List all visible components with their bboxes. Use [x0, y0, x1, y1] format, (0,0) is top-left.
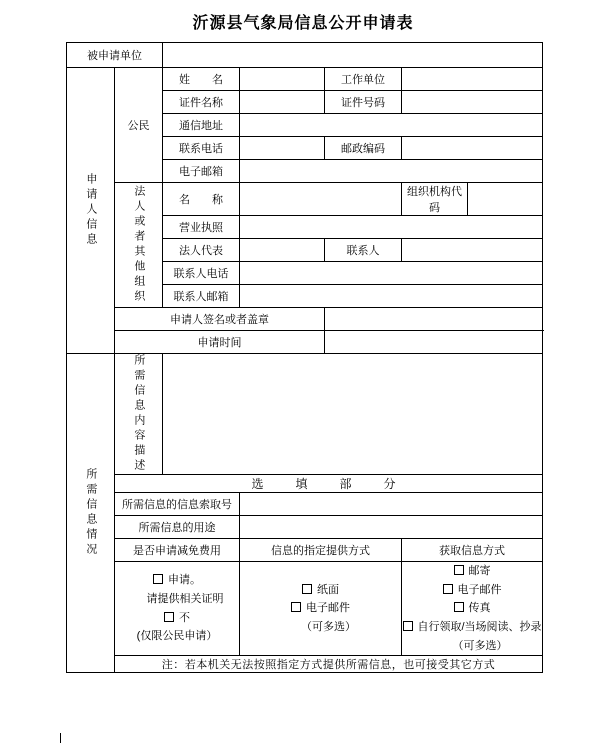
provide-options-cell — [240, 562, 402, 656]
obtain-option-selfpickup[interactable]: 自行领取/当场阅读、抄录 — [402, 618, 542, 637]
table-row — [67, 331, 543, 354]
checkbox-icon[interactable] — [302, 584, 312, 594]
field-label-legalrep: 法人代表 — [163, 239, 240, 262]
application-form-table — [66, 42, 543, 673]
checkbox-icon[interactable] — [454, 565, 464, 575]
field-label-workunit: 工作单位 — [325, 68, 402, 91]
col-header-obtain: 获取信息方式 — [402, 539, 543, 562]
field-value-address[interactable] — [240, 114, 543, 137]
field-value-name[interactable] — [240, 68, 325, 91]
checkbox-icon[interactable] — [454, 602, 464, 612]
page-title: 沂源县气象局信息公开申请表 — [192, 15, 414, 32]
field-label-email: 电子邮箱 — [163, 160, 240, 183]
field-value-idtype[interactable] — [240, 91, 325, 114]
checkbox-icon[interactable] — [291, 602, 301, 612]
fee-option-note: (仅限公民申请） — [136, 630, 218, 643]
signature-label: 申请人签名或者盖章 — [115, 308, 325, 331]
table-row — [67, 562, 543, 656]
field-value-license[interactable] — [240, 216, 543, 239]
table-row — [67, 475, 543, 493]
col-header-fee: 是否申请减免费用 — [115, 539, 240, 562]
field-label-orgname: 名 称 — [163, 183, 240, 216]
need-desc-label: 所需信息内容描述 — [115, 354, 163, 475]
field-value-idnumber[interactable] — [402, 91, 543, 114]
table-row — [67, 656, 543, 673]
obtain-option-email[interactable]: 电子邮件 — [402, 581, 542, 600]
fee-option-proof: 请提供相关证明 — [146, 593, 224, 606]
obtain-option-note: （可多选） — [452, 639, 508, 652]
field-value-orgcode[interactable] — [468, 183, 543, 216]
field-value-workunit[interactable] — [402, 68, 543, 91]
applied-unit-value[interactable] — [163, 43, 543, 68]
applied-unit-label: 被申请单位 — [67, 43, 163, 68]
field-label-name: 姓 名 — [163, 68, 240, 91]
provide-option-note: （可多选） — [301, 621, 356, 634]
field-value-phone[interactable] — [240, 137, 325, 160]
field-label-orgcode: 组织机构代码 — [402, 183, 468, 216]
checkbox-icon[interactable] — [153, 574, 163, 584]
signature-value[interactable] — [325, 308, 543, 331]
field-label-contact: 联系人 — [325, 239, 402, 262]
applicant-info-label: 申请人信息 — [67, 68, 115, 354]
field-value-contactemail[interactable] — [240, 285, 543, 308]
apply-time-value[interactable] — [325, 331, 543, 354]
table-row — [67, 493, 543, 516]
legal-entity-label: 法人或者其他组织 — [115, 183, 163, 308]
index-number-value[interactable] — [240, 493, 543, 516]
field-label-license: 营业执照 — [163, 216, 240, 239]
field-value-contactphone[interactable] — [240, 262, 543, 285]
field-value-contact[interactable] — [402, 239, 543, 262]
field-label-contactemail: 联系人邮箱 — [163, 285, 240, 308]
apply-time-label: 申请时间 — [115, 331, 325, 354]
table-row — [67, 516, 543, 539]
table-row — [67, 539, 543, 562]
field-value-postcode[interactable] — [402, 137, 543, 160]
obtain-option-post[interactable]: 邮寄 — [402, 562, 542, 581]
obtain-option-fax[interactable]: 传真 — [402, 599, 542, 618]
field-label-postcode: 邮政编码 — [325, 137, 402, 160]
checkbox-icon[interactable] — [443, 584, 453, 594]
field-label-address: 通信地址 — [163, 114, 240, 137]
field-label-idnumber: 证件号码 — [325, 91, 402, 114]
optional-section-title: 选 填 部 分 — [115, 475, 543, 493]
need-info-side-label: 所需信息情况 — [67, 354, 115, 673]
index-number-label: 所需信息的信息索取号 — [115, 493, 240, 516]
fee-option-apply[interactable]: 申请。 — [115, 571, 239, 590]
obtain-options-cell — [402, 562, 543, 656]
field-value-legalrep[interactable] — [240, 239, 325, 262]
field-value-email[interactable] — [240, 160, 543, 183]
page-edge-mark — [60, 733, 61, 743]
checkbox-icon[interactable] — [403, 621, 413, 631]
field-value-orgname[interactable] — [240, 183, 402, 216]
citizen-label: 公民 — [115, 68, 163, 183]
fee-options-cell — [115, 562, 240, 656]
field-label-idtype: 证件名称 — [163, 91, 240, 114]
provide-option-email[interactable]: 电子邮件 — [240, 599, 401, 618]
table-row — [67, 308, 543, 331]
usage-value[interactable] — [240, 516, 543, 539]
fee-option-no[interactable]: 不 — [115, 609, 239, 628]
table-row — [67, 183, 543, 216]
table-row — [67, 43, 543, 68]
table-row — [67, 68, 543, 91]
checkbox-icon[interactable] — [164, 612, 174, 622]
need-desc-value[interactable] — [163, 354, 543, 475]
field-label-contactphone: 联系人电话 — [163, 262, 240, 285]
table-row — [67, 354, 543, 475]
field-label-phone: 联系电话 — [163, 137, 240, 160]
col-header-provide: 信息的指定提供方式 — [240, 539, 402, 562]
usage-label: 所需信息的用途 — [115, 516, 240, 539]
footer-note: 注：若本机关无法按照指定方式提供所需信息，也可接受其它方式 — [115, 656, 543, 673]
provide-option-paper[interactable]: 纸面 — [240, 581, 401, 600]
